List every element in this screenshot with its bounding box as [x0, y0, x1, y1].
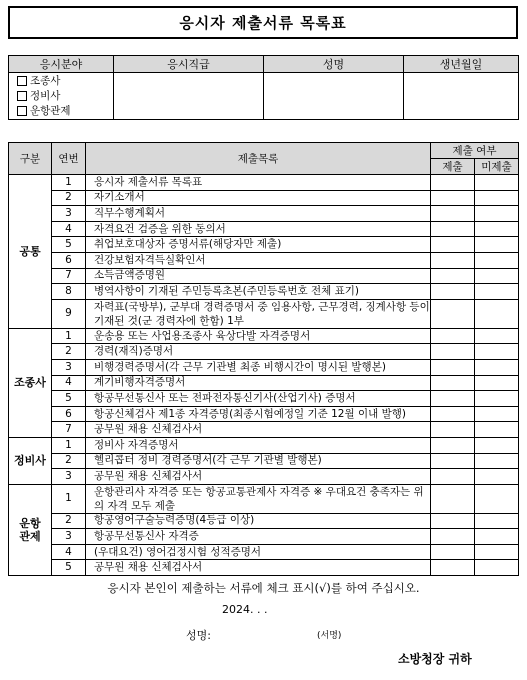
document-name: 항공영어구술능력증명(4등급 이상): [86, 513, 431, 529]
submitted-check-cell[interactable]: [431, 453, 475, 469]
not-submitted-check-cell[interactable]: [475, 328, 519, 344]
document-checklist-table: [8, 142, 519, 576]
not-submitted-check-cell[interactable]: [475, 437, 519, 453]
table-row: [9, 175, 519, 191]
submitted-check-cell[interactable]: [431, 406, 475, 422]
row-number: 4: [52, 221, 86, 237]
not-submitted-check-cell[interactable]: [475, 190, 519, 206]
submitted-check-cell[interactable]: [431, 284, 475, 300]
row-number: 2: [52, 344, 86, 360]
submitted-check-cell[interactable]: [431, 299, 475, 328]
table-row: [9, 422, 519, 438]
row-number: 2: [52, 190, 86, 206]
submitted-check-cell[interactable]: [431, 252, 475, 268]
not-submitted-check-cell[interactable]: [475, 469, 519, 485]
document-name: 정비사 자격증명서: [86, 437, 431, 453]
signature-label: 성명:: [186, 629, 211, 642]
submitted-check-cell[interactable]: [431, 469, 475, 485]
submitted-check-cell[interactable]: [431, 237, 475, 253]
not-submitted-check-cell[interactable]: [475, 284, 519, 300]
name-input-cell[interactable]: [264, 73, 404, 120]
header-submitted: 제출: [431, 159, 475, 175]
not-submitted-check-cell[interactable]: [475, 453, 519, 469]
not-submitted-check-cell[interactable]: [475, 175, 519, 191]
document-name: 직무수행계획서: [86, 206, 431, 222]
table-row: [9, 328, 519, 344]
submitted-check-cell[interactable]: [431, 484, 475, 513]
grade-input-cell[interactable]: [114, 73, 264, 120]
submitted-check-cell[interactable]: [431, 221, 475, 237]
field-option-flight-control[interactable]: 운항관제: [9, 103, 113, 118]
row-number: 9: [52, 299, 86, 328]
table-row: [9, 391, 519, 407]
document-name: 건강보험자격득실확인서: [86, 252, 431, 268]
row-number: 1: [52, 175, 86, 191]
row-number: 1: [52, 484, 86, 513]
submitted-check-cell[interactable]: [431, 391, 475, 407]
document-name: 자기소개서: [86, 190, 431, 206]
table-row: [9, 513, 519, 529]
document-name: 운송용 또는 사업용조종사 육상다발 자격증명서: [86, 328, 431, 344]
table-row: [9, 544, 519, 560]
header-name: 성명: [264, 56, 404, 73]
field-option-pilot[interactable]: 조종사: [9, 73, 113, 88]
submitted-check-cell[interactable]: [431, 359, 475, 375]
table-row: [9, 221, 519, 237]
table-row: [9, 406, 519, 422]
table-row: [9, 237, 519, 253]
not-submitted-check-cell[interactable]: [475, 252, 519, 268]
row-number: 2: [52, 453, 86, 469]
document-name: 헬리콥터 정비 경력증명서(각 근무 기관별 발행본): [86, 453, 431, 469]
table-row: [9, 268, 519, 284]
header-not-submitted: 미제출: [475, 159, 519, 175]
header-group: 구분: [9, 143, 52, 175]
document-name: 병역사항이 기재된 주민등록초본(주민등록번호 전체 표기): [86, 284, 431, 300]
row-number: 8: [52, 284, 86, 300]
table-row: [9, 284, 519, 300]
submitted-check-cell[interactable]: [431, 328, 475, 344]
not-submitted-check-cell[interactable]: [475, 299, 519, 328]
submitted-check-cell[interactable]: [431, 175, 475, 191]
table-row: [9, 529, 519, 545]
not-submitted-check-cell[interactable]: [475, 375, 519, 391]
row-number: 1: [52, 437, 86, 453]
header-item: 제출목록: [86, 143, 431, 175]
table-row: [9, 375, 519, 391]
document-name: 소득금액증명원: [86, 268, 431, 284]
document-rows: [9, 175, 519, 576]
not-submitted-check-cell[interactable]: [475, 391, 519, 407]
row-number: 3: [52, 206, 86, 222]
document-name: 항공무선통신사 자격증: [86, 529, 431, 545]
document-name: 자격요건 검증을 위한 동의서: [86, 221, 431, 237]
row-number: 4: [52, 375, 86, 391]
checkbox-icon[interactable]: [17, 76, 27, 86]
document-name: (우대요건) 영어검정시험 성적증명서: [86, 544, 431, 560]
table-row: [9, 344, 519, 360]
table-row: [9, 484, 519, 513]
row-number: 6: [52, 252, 86, 268]
signature-line[interactable]: [186, 627, 342, 643]
table-row: [9, 190, 519, 206]
row-number: 5: [52, 237, 86, 253]
row-number: 5: [52, 560, 86, 576]
row-number: 1: [52, 328, 86, 344]
table-row: [9, 437, 519, 453]
document-name: 항공신체검사 제1종 자격증명(최종시험예정일 기준 12월 이내 발행): [86, 406, 431, 422]
submitted-check-cell[interactable]: [431, 422, 475, 438]
document-name: 자력표(국방부), 군부대 경력증명서 중 임용사항, 근무경력, 징계사항 등이 기재된 것(군 경력자에 한함) 1부: [86, 299, 431, 328]
table-row: [9, 299, 519, 328]
field-options-cell: [9, 73, 114, 120]
submitted-check-cell[interactable]: [431, 513, 475, 529]
addressee: 소방청장 귀하: [398, 652, 472, 666]
submitted-check-cell[interactable]: [431, 268, 475, 284]
document-name: 공무원 채용 신체검사서: [86, 422, 431, 438]
table-row: [9, 453, 519, 469]
not-submitted-check-cell[interactable]: [475, 560, 519, 576]
header-grade: 응시직급: [114, 56, 264, 73]
header-birthdate: 생년월일: [404, 56, 519, 73]
document-name: 취업보호대상자 증명서류(해당자만 제출): [86, 237, 431, 253]
document-name: 공무원 채용 신체검사서: [86, 560, 431, 576]
submitted-check-cell[interactable]: [431, 190, 475, 206]
document-name: 공무원 채용 신체검사서: [86, 469, 431, 485]
not-submitted-check-cell[interactable]: [475, 544, 519, 560]
row-number: 3: [52, 469, 86, 485]
document-name: 응시자 제출서류 목록표: [86, 175, 431, 191]
row-number: 5: [52, 391, 86, 407]
group-label: 운항 관제: [9, 484, 52, 575]
table-row: [9, 359, 519, 375]
table-row: [9, 469, 519, 485]
header-field: 응시분야: [9, 56, 114, 73]
header-num: 연번: [52, 143, 86, 175]
row-number: 2: [52, 513, 86, 529]
table-row: [9, 206, 519, 222]
not-submitted-check-cell[interactable]: [475, 221, 519, 237]
form-title: 응시자 제출서류 목록표: [8, 6, 518, 39]
submitted-check-cell[interactable]: [431, 375, 475, 391]
header-status: 제출 여부: [431, 143, 519, 159]
group-label: 조종사: [9, 328, 52, 437]
document-name: 운항관리사 자격증 또는 항공교통관제사 자격증 ※ 우대요건 충족자는 위의 자격 모두 제출: [86, 484, 431, 513]
document-name: 경력(재직)증명서: [86, 344, 431, 360]
not-submitted-check-cell[interactable]: [475, 529, 519, 545]
not-submitted-check-cell[interactable]: [475, 206, 519, 222]
checkbox-icon[interactable]: [17, 106, 27, 116]
table-row: [9, 252, 519, 268]
submitted-check-cell[interactable]: [431, 544, 475, 560]
document-name: 항공무선통신사 또는 전파전자통신기사(산업기사) 증명서: [86, 391, 431, 407]
date-line[interactable]: 2024. . .: [222, 603, 268, 616]
checkbox-icon[interactable]: [17, 91, 27, 101]
applicant-info-table: [8, 55, 519, 120]
not-submitted-check-cell[interactable]: [475, 359, 519, 375]
not-submitted-check-cell[interactable]: [475, 237, 519, 253]
row-number: 3: [52, 359, 86, 375]
check-instruction: 응시자 본인이 제출하는 서류에 체크 표시(√)를 하여 주십시오.: [107, 581, 420, 595]
not-submitted-check-cell[interactable]: [475, 513, 519, 529]
submitted-check-cell[interactable]: [431, 437, 475, 453]
signature-mark: (서명): [317, 631, 342, 641]
document-name: 계기비행자격증명서: [86, 375, 431, 391]
not-submitted-check-cell[interactable]: [475, 422, 519, 438]
submitted-check-cell[interactable]: [431, 206, 475, 222]
field-option-mechanic[interactable]: 정비사: [9, 88, 113, 103]
row-number: 7: [52, 422, 86, 438]
not-submitted-check-cell[interactable]: [475, 406, 519, 422]
row-number: 3: [52, 529, 86, 545]
document-name: 비행경력증명서(각 근무 기관별 최종 비행시간이 명시된 발행본): [86, 359, 431, 375]
not-submitted-check-cell[interactable]: [475, 268, 519, 284]
row-number: 6: [52, 406, 86, 422]
row-number: 4: [52, 544, 86, 560]
submitted-check-cell[interactable]: [431, 560, 475, 576]
not-submitted-check-cell[interactable]: [475, 344, 519, 360]
birthdate-input-cell[interactable]: [404, 73, 519, 120]
row-number: 7: [52, 268, 86, 284]
group-label: 공통: [9, 175, 52, 329]
group-label: 정비사: [9, 437, 52, 484]
submitted-check-cell[interactable]: [431, 344, 475, 360]
submitted-check-cell[interactable]: [431, 529, 475, 545]
not-submitted-check-cell[interactable]: [475, 484, 519, 513]
table-row: [9, 560, 519, 576]
